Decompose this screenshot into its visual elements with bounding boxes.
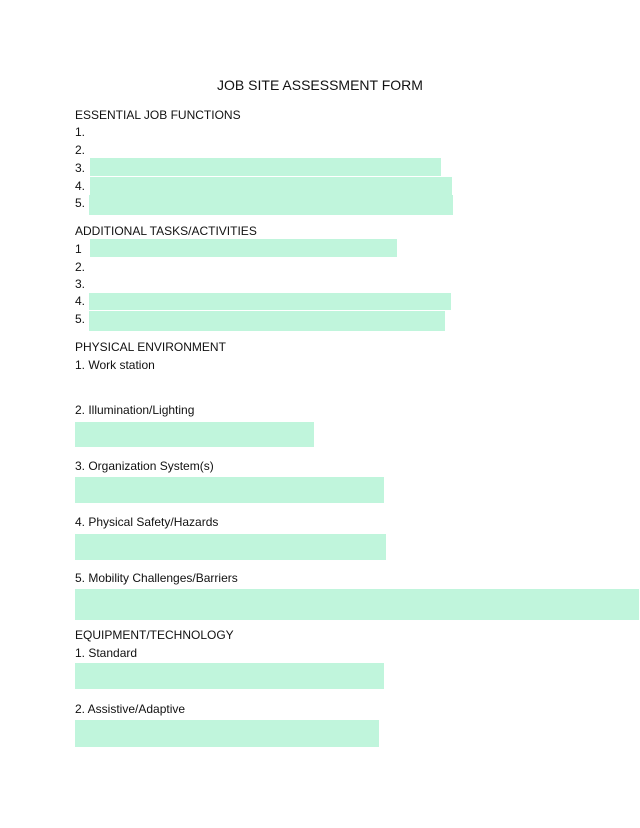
equipment-item-label: 2. Assistive/Adaptive xyxy=(75,702,186,716)
additional-heading: ADDITIONAL TASKS/ACTIVITIES xyxy=(75,224,257,238)
additional-item-label: 4. xyxy=(75,294,86,308)
essential-field-4[interactable] xyxy=(90,177,452,195)
safety-field[interactable] xyxy=(75,534,386,560)
essential-field-5[interactable] xyxy=(89,195,453,215)
physical-item-label: 2. Illumination/Lighting xyxy=(75,403,195,417)
additional-item-label: 2. xyxy=(75,260,86,274)
essential-heading: ESSENTIAL JOB FUNCTIONS xyxy=(75,108,241,122)
physical-item-label: 3. Organization System(s) xyxy=(75,459,214,473)
organization-field[interactable] xyxy=(75,477,384,503)
mobility-field[interactable] xyxy=(75,589,639,620)
additional-field-5[interactable] xyxy=(89,311,445,331)
additional-field-4[interactable] xyxy=(89,293,451,310)
standard-field[interactable] xyxy=(75,663,384,689)
physical-item-label: 1. Work station xyxy=(75,358,155,372)
additional-item-label: 1 xyxy=(75,242,82,256)
physical-heading: PHYSICAL ENVIRONMENT xyxy=(75,340,226,354)
essential-item-label: 3. xyxy=(75,161,86,175)
essential-item-label: 5. xyxy=(75,196,86,210)
physical-item-label: 4. Physical Safety/Hazards xyxy=(75,515,219,529)
essential-item-label: 1. xyxy=(75,125,86,139)
illumination-field[interactable] xyxy=(75,422,314,447)
essential-field-3[interactable] xyxy=(90,158,441,176)
additional-item-label: 5. xyxy=(75,312,86,326)
equipment-heading: EQUIPMENT/TECHNOLOGY xyxy=(75,628,234,642)
equipment-item-label: 1. Standard xyxy=(75,646,138,660)
essential-item-label: 2. xyxy=(75,143,86,157)
additional-item-label: 3. xyxy=(75,277,86,291)
physical-item-label: 5. Mobility Challenges/Barriers xyxy=(75,571,238,585)
form-title: JOB SITE ASSESSMENT FORM xyxy=(217,77,423,93)
assistive-field[interactable] xyxy=(75,720,379,747)
additional-field-1[interactable] xyxy=(90,239,397,257)
essential-item-label: 4. xyxy=(75,179,86,193)
